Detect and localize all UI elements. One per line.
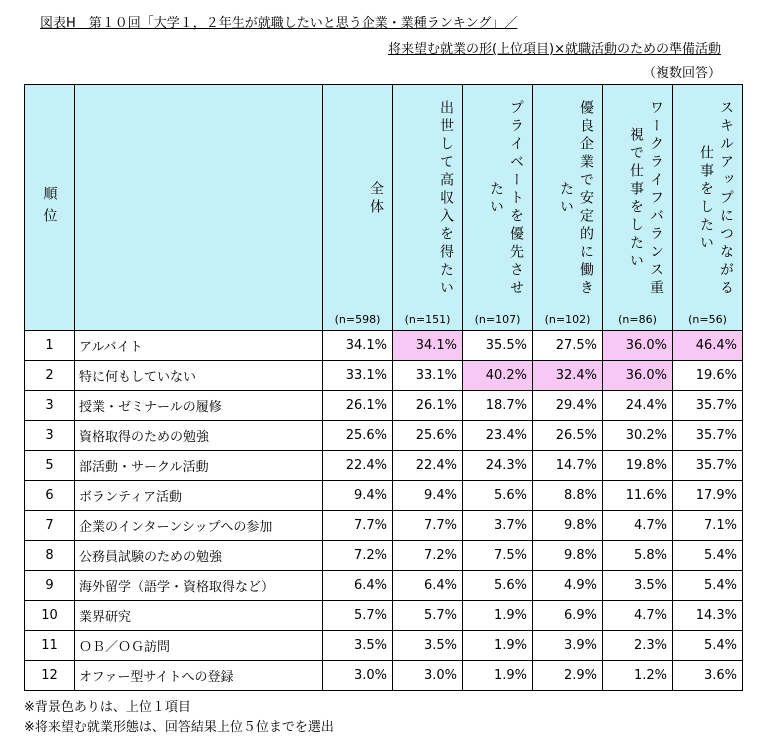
value-cell: 2.9% (533, 661, 603, 691)
item-cell: アルバイト (75, 331, 323, 361)
value-cell: 17.9% (673, 481, 743, 511)
column-header-5 (673, 85, 743, 331)
value-cell: 5.7% (393, 601, 463, 631)
value-cell: 9.8% (533, 511, 603, 541)
value-cell: 22.4% (323, 451, 393, 481)
item-cell: オファー型サイトへの登録 (75, 661, 323, 691)
value-cell: 4.7% (603, 511, 673, 541)
value-cell: 3.5% (323, 631, 393, 661)
rank-cell: 12 (25, 661, 75, 691)
value-cell: 1.9% (463, 661, 533, 691)
value-cell: 32.4% (533, 361, 603, 391)
value-cell: 7.7% (393, 511, 463, 541)
value-cell: 24.4% (603, 391, 673, 421)
value-cell: 3.6% (673, 661, 743, 691)
value-cell: 4.9% (533, 571, 603, 601)
column-n-count: (n=598) (334, 313, 381, 326)
value-cell: 35.7% (673, 421, 743, 451)
rank-cell: 3 (25, 421, 75, 451)
value-cell: 7.5% (463, 541, 533, 571)
value-cell: 3.9% (533, 631, 603, 661)
value-cell: 34.1% (393, 331, 463, 361)
column-n-count: (n=107) (474, 313, 521, 326)
item-cell: 特に何もしていない (75, 361, 323, 391)
multiple-answers-label: （複数回答） (642, 66, 721, 81)
value-cell: 7.7% (323, 511, 393, 541)
value-cell: 3.0% (323, 661, 393, 691)
value-cell: 6.4% (393, 571, 463, 601)
value-cell: 36.0% (603, 331, 673, 361)
column-header-0 (323, 85, 393, 331)
value-cell: 1.2% (603, 661, 673, 691)
column-header-1 (393, 85, 463, 331)
value-cell: 14.3% (673, 601, 743, 631)
chart-title-line1: 図表H 第１０回「大学１，２年生が就職したいと思う企業・業種ランキング」／ (40, 16, 518, 31)
item-cell: 公務員試験のための勉強 (75, 541, 323, 571)
column-header-2 (463, 85, 533, 331)
value-cell: 33.1% (393, 361, 463, 391)
rank-header-cell (25, 85, 75, 331)
value-cell: 9.8% (533, 541, 603, 571)
table-row (25, 451, 743, 481)
value-cell: 26.5% (533, 421, 603, 451)
item-cell: 授業・ゼミナールの履修 (75, 391, 323, 421)
rank-cell: 3 (25, 391, 75, 421)
value-cell: 7.2% (393, 541, 463, 571)
value-cell: 35.7% (673, 451, 743, 481)
value-cell: 3.5% (393, 631, 463, 661)
table-row (25, 481, 743, 511)
value-cell: 6.9% (533, 601, 603, 631)
value-cell: 25.6% (323, 421, 393, 451)
value-cell: 36.0% (603, 361, 673, 391)
value-cell: 6.4% (323, 571, 393, 601)
value-cell: 7.2% (323, 541, 393, 571)
item-cell: 資格取得のための勉強 (75, 421, 323, 451)
ranking-table (24, 84, 743, 691)
value-cell: 24.3% (463, 451, 533, 481)
item-cell: 部活動・サークル活動 (75, 451, 323, 481)
value-cell: 18.7% (463, 391, 533, 421)
value-cell: 9.4% (393, 481, 463, 511)
table-row (25, 511, 743, 541)
column-n-count: (n=56) (688, 313, 727, 326)
table-row (25, 661, 743, 691)
item-cell: 業界研究 (75, 601, 323, 631)
value-cell: 5.7% (323, 601, 393, 631)
table-row (25, 421, 743, 451)
value-cell: 14.7% (533, 451, 603, 481)
column-label: 全体 (368, 180, 384, 217)
value-cell: 3.7% (463, 511, 533, 541)
table-row (25, 361, 743, 391)
value-cell: 19.6% (673, 361, 743, 391)
value-cell: 5.4% (673, 631, 743, 661)
rank-cell: 5 (25, 451, 75, 481)
item-cell: 海外留学（語学・資格取得など） (75, 571, 323, 601)
value-cell: 5.6% (463, 571, 533, 601)
table-row (25, 631, 743, 661)
value-cell: 7.1% (673, 511, 743, 541)
value-cell: 46.4% (673, 331, 743, 361)
column-n-count: (n=151) (404, 313, 451, 326)
rank-cell: 2 (25, 361, 75, 391)
value-cell: 25.6% (393, 421, 463, 451)
value-cell: 9.4% (323, 481, 393, 511)
value-cell: 8.8% (533, 481, 603, 511)
rank-cell: 1 (25, 331, 75, 361)
note-highlight: ※背景色ありは、上位１項目 (24, 700, 191, 715)
value-cell: 3.0% (393, 661, 463, 691)
column-label: プライベートを優先させたい (488, 99, 524, 298)
rank-cell: 7 (25, 511, 75, 541)
rank-cell: 10 (25, 601, 75, 631)
value-cell: 35.7% (673, 391, 743, 421)
value-cell: 35.5% (463, 331, 533, 361)
column-n-count: (n=86) (618, 313, 657, 326)
rank-cell: 11 (25, 631, 75, 661)
rank-cell: 9 (25, 571, 75, 601)
table-body (25, 331, 743, 691)
value-cell: 27.5% (533, 331, 603, 361)
column-n-count: (n=102) (544, 313, 591, 326)
value-cell: 11.6% (603, 481, 673, 511)
header-row (25, 85, 743, 331)
value-cell: 34.1% (323, 331, 393, 361)
table-row (25, 601, 743, 631)
value-cell: 30.2% (603, 421, 673, 451)
value-cell: 3.5% (603, 571, 673, 601)
table-row (25, 541, 743, 571)
value-cell: 4.7% (603, 601, 673, 631)
value-cell: 5.8% (603, 541, 673, 571)
value-cell: 29.4% (533, 391, 603, 421)
value-cell: 33.1% (323, 361, 393, 391)
note-selection: ※将来望む就業形態は、回答結果上位５位までを選出 (24, 720, 334, 735)
column-label: 優良企業で安定的に働きたい (558, 99, 594, 298)
column-label: スキルアップにつながる仕事をしたい (698, 99, 734, 298)
column-header-4 (603, 85, 673, 331)
value-cell: 23.4% (463, 421, 533, 451)
value-cell: 1.9% (463, 631, 533, 661)
column-label: ワークライフバランス重視で仕事をしたい (628, 99, 664, 298)
value-cell: 22.4% (393, 451, 463, 481)
column-header-3 (533, 85, 603, 331)
rank-cell: 6 (25, 481, 75, 511)
item-cell: ＯＢ／ＯＧ訪問 (75, 631, 323, 661)
value-cell: 19.8% (603, 451, 673, 481)
chart-title-line2: 将来望む就業の形(上位項目)×就職活動のための準備活動 (387, 42, 721, 57)
column-label: 出世して高収入を得たい (438, 99, 454, 298)
value-cell: 1.9% (463, 601, 533, 631)
rank-header: 順位 (41, 185, 58, 230)
table-row (25, 571, 743, 601)
table-row (25, 391, 743, 421)
value-cell: 2.3% (603, 631, 673, 661)
item-cell: 企業のインターンシップへの参加 (75, 511, 323, 541)
value-cell: 26.1% (393, 391, 463, 421)
value-cell: 5.4% (673, 541, 743, 571)
table-row (25, 331, 743, 361)
item-header-cell (75, 85, 323, 331)
rank-cell: 8 (25, 541, 75, 571)
value-cell: 26.1% (323, 391, 393, 421)
item-cell: ボランティア活動 (75, 481, 323, 511)
value-cell: 40.2% (463, 361, 533, 391)
value-cell: 5.6% (463, 481, 533, 511)
value-cell: 5.4% (673, 571, 743, 601)
